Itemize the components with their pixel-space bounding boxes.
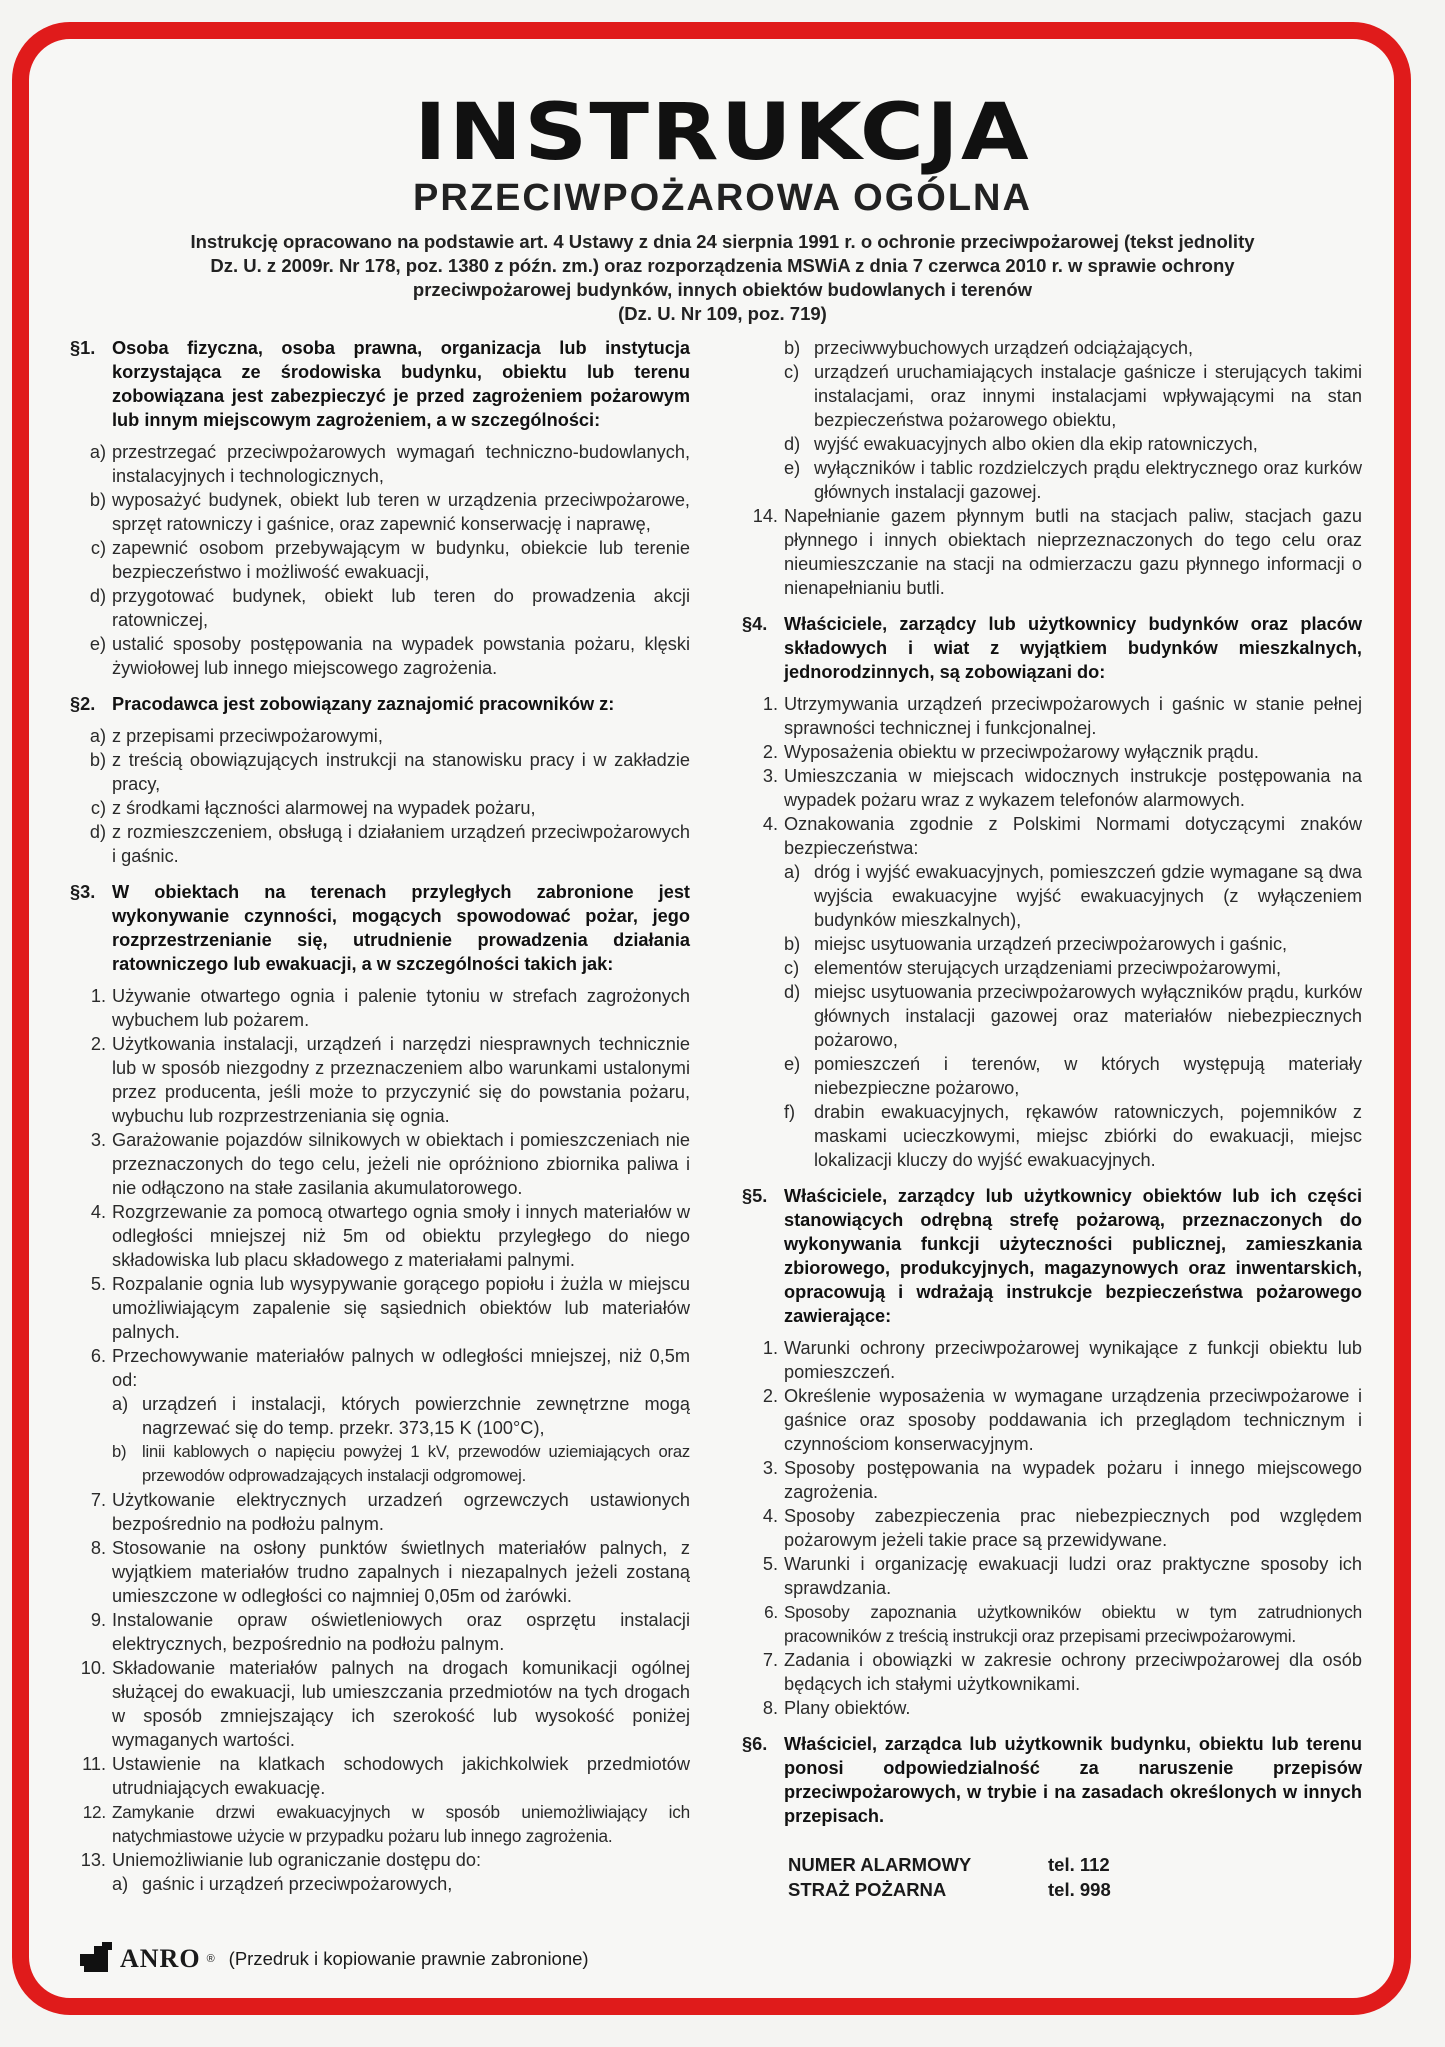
intro-line: przeciwpożarowej budynków, innych obiektów budowlanych i terenów [412, 279, 1033, 300]
list-item: 14. Napełnianie gazem płynnym butli na stacjach paliw, stacjach gazu płynnego i innych obiektach nieprzeznaczonych do tego celu oraz nieumieszczanie na stacji na odmierzaczu gazu płynnego informacji o nienapełnianiu butli. [752, 506, 1362, 598]
sub-list-item: c) urządzeń uruchamiających instalacje gaśnicze i sterujących takimi instalacjami, oraz innymi instalacjami wpływającymi na stan bezpieczeństwa pożarowego obiektu, [784, 362, 1362, 430]
intro-line: Instrukcję opracowano na podstawie art. 4 Ustawy z dnia 24 sierpnia 1991 r. o ochronie przeciwpożarowej (tekst jednolity [190, 231, 1255, 252]
list-item: c) zapewnić osobom przebywającym w budynku, obiekcie lub terenie bezpieczeństwo i możliwość ewakuacji, [90, 538, 690, 582]
list-item: 1. Używanie otwartego ognia i palenie tytoniu w strefach zagrożonych wybuchem lub pożarem. [90, 986, 690, 1030]
sub-list-item: a) dróg i wyjść ewakuacyjnych, pomieszczeń gdzie wymagane są dwa wyjścia ewakuacyjne wyjść ewakuacyjnych (z wyłączeniem budynków mieszkalnych), [784, 862, 1362, 930]
list-item: 2. Użytkowania instalacji, urządzeń i narzędzi niesprawnych technicznie lub w sposób niezgodny z przeznaczeniem albo warunkami ustalonymi przez producenta, jeśli może to przyczynić się do powstania pożaru, wybuchu lub rozprzestrzeniania się ognia. [90, 1034, 690, 1126]
list-item: 6. Sposoby zapoznania użytkowników obiektu w tym zatrudnionych pracowników z treścią instrukcji oraz przepisami przeciwpożarowymi. [764, 1602, 1362, 1646]
list-item: 1. Warunki ochrony przeciwpożarowej wynikające z funkcji obiektu lub pomieszczeń. [762, 1338, 1362, 1382]
list-item: 3. Umieszczania w miejscach widocznych instrukcje postępowania na wypadek pożaru wraz z wykazem telefonów alarmowych. [762, 766, 1362, 810]
sub-list-item: a) urządzeń i instalacji, których powierzchnie zewnętrzne mogą nagrzewać się do temp. przekr. 373,15 K (100°C), [112, 1394, 690, 1438]
list-item: 11. Ustawienie na klatkach schodowych jakichkolwiek przedmiotów utrudniających ewakuację. [82, 1754, 690, 1798]
list-item: 4. Oznakowania zgodnie z Polskimi Normami dotyczącymi znaków bezpieczeństwa: [762, 814, 1362, 858]
list-item: 8. Plany obiektów. [762, 1698, 911, 1718]
list-item: 7. Zadania i obowiązki w zakresie ochrony przeciwpożarowej dla osób będących ich stałymi użytkownikami. [762, 1650, 1362, 1694]
alarm-number-tel: tel. 112 [1048, 1854, 1110, 1875]
section-1 [70, 336, 690, 432]
list-item: c) z środkami łączności alarmowej na wypadek pożaru, [90, 798, 536, 818]
intro-line: Dz. U. z 2009r. Nr 178, poz. 1380 z późn. zm.) oraz rozporządzenia MSWiA z dnia 7 czerwca 2010 r. w sprawie ochrony [210, 255, 1235, 276]
section-3 [70, 880, 690, 976]
section-4 [742, 612, 1362, 684]
sub-list-item: b) miejsc usytuowania urządzeń przeciwpożarowych i gaśnic, [784, 934, 1288, 954]
right-column [742, 336, 1362, 1902]
copyright-note: (Przedruk i kopiowanie prawnie zabronione) [228, 1948, 589, 1969]
list-item: 3. Garażowanie pojazdów silnikowych w obiektach i pomieszczeniach nie przeznaczonych do tego celu, jeżeli nie opróżniono zbiornika paliwa i nie odłączono na stałe zasilania akumulatorowego. [90, 1130, 690, 1198]
list-item: b) z treścią obowiązujących instrukcji na stanowisku pracy i w zakładzie pracy, [89, 750, 690, 794]
list-item: d) z rozmieszczeniem, obsługą i działaniem urządzeń przeciwpożarowych i gaśnic. [89, 822, 690, 866]
list-item: 5. Rozpalanie ognia lub wysypywanie gorącego popiołu i żużla w miejscu umożliwiającym zapalenie się sąsiednich obiektów lub materiałów palnych. [90, 1274, 690, 1342]
left-column [70, 336, 690, 1896]
list-item: d) przygotować budynek, obiekt lub teren do prowadzenia akcji ratowniczej, [89, 586, 690, 630]
section-number: §1. [70, 338, 96, 358]
list-item: a) przestrzegać przeciwpożarowych wymagań techniczno-budowlanych, instalacyjnych i technologicznych, [89, 442, 690, 486]
section-text: Właściciele, zarządcy lub użytkownicy obiektów lub ich części stanowiących odrębną strefę pożarową, przeznaczonych do wykonywania funkcji użyteczności publicznej, zamieszkania zbiorowego, produkcyjnych, magazynowych oraz inwentarskich, opracowują i wdrażają instrukcje bezpieczeństwa pożarowego zawierające: [784, 1186, 1362, 1326]
section-2 [70, 692, 690, 716]
registered-mark: ® [206, 1953, 215, 1965]
section-text: Osoba fizyczna, osoba prawna, organizacja lub instytucja korzystająca ze środowiska budynku, obiektu lub terenu zobowiązana jest zabezpieczyć je przed zagrożeniem pożarowym lub innym miejscowym zagrożeniem, a w szczególności: [112, 338, 690, 430]
brand-name: ANRO [120, 1944, 201, 1973]
sub-list-item: e) wyłączników i tablic rozdzielczych prądu elektrycznego oraz kurków głównych instalacji gazowej. [784, 458, 1362, 502]
sub-list-item: c) elementów sterujących urządzeniami przeciwpożarowymi, [784, 958, 1281, 978]
list-item: e) ustalić sposoby postępowania na wypadek powstania pożaru, klęski żywiołowej lub innego miejscowego zagrożenia. [89, 634, 690, 678]
sub-list-item: f) drabin ewakuacyjnych, rękawów ratowniczych, pojemników z maskami ucieczkowymi, miejsc zbiórki do ewakuacji, miejsc lokalizacji kluczy do wyjść ewakuacyjnych. [784, 1102, 1362, 1170]
list-item: 1. Utrzymywania urządzeń przeciwpożarowych i gaśnic w stanie pełnej sprawności technicznej i funkcjonalnej. [762, 694, 1362, 738]
section-text: Właściciele, zarządcy lub użytkownicy budynków oraz placów składowych i wiat z wyjątkiem budynków mieszkalnych, jednorodzinnych, są zobowiązani do: [784, 614, 1362, 682]
list-item: 3. Sposoby postępowania na wypadek pożaru i innego miejscowego zagrożenia. [762, 1458, 1362, 1502]
footer [80, 1942, 589, 1976]
list-item: a) z przepisami przeciwpożarowymi, [89, 726, 383, 746]
alarm-number-label: NUMER ALARMOWY [788, 1854, 972, 1875]
sub-list-item: b) linii kablowych o napięciu powyżej 1 kV, przewodów uziemiających oraz przewodów odprowadzających instalacji odgromowej. [112, 1442, 690, 1485]
list-item: 6. Przechowywanie materiałów palnych w odległości mniejszej, niż 0,5m od: [90, 1346, 690, 1390]
list-item: 7. Użytkowanie elektrycznych urzadzeń ogrzewczych ustawionych bezpośrednio na podłożu palnym. [90, 1490, 690, 1534]
intro-line: (Dz. U. Nr 109, poz. 719) [618, 303, 827, 324]
page-title: INSTRUKCJA [414, 88, 1031, 178]
section-text: W obiektach na terenach przyległych zabronione jest wykonywanie czynności, mogących spowodować pożar, jego rozprzestrzenianie się, utrudnienie prowadzenia działania ratowniczego lub ewakuacji, a w szczególności takich jak: [112, 882, 690, 974]
section-text: Pracodawca jest zobowiązany zaznajomić pracowników z: [112, 694, 615, 714]
section-6 [742, 1732, 1362, 1828]
list-item: 2. Wyposażenia obiektu w przeciwpożarowy wyłącznik prądu. [762, 742, 1259, 762]
list-item: b) wyposażyć budynek, obiekt lub teren w urządzenia przeciwpożarowe, sprzęt ratowniczy i gaśnice, oraz zapewnić konserwację i naprawę, [89, 490, 690, 534]
list-item: 4. Sposoby zabezpieczenia prac niebezpiecznych pod względem pożarowym jeżeli takie prace są przewidywane. [762, 1506, 1362, 1550]
list-item: 10. Składowanie materiałów palnych na drogach komunikacji ogólnej służącej do ewakuacji, lub umieszczania przedmiotów na tych drogach w sposób zmniejszający ich szerokość lub wysokość poniżej wymaganych wartości. [80, 1658, 690, 1750]
sub-list-item: b) przeciwwybuchowych urządzeń odciążających, [784, 338, 1194, 358]
list-item: 4. Rozgrzewanie za pomocą otwartego ognia smoły i innych materiałów w odległości mniejszej niż 5m od obiektu przyległego do niego składowiska lub placu składowego z materiałami palnymi. [90, 1202, 690, 1270]
list-item: 9. Instalowanie opraw oświetleniowych oraz osprzętu instalacji elektrycznych, bezpośrednio na podłożu palnym. [90, 1610, 690, 1654]
sub-list-item: d) wyjść ewakuacyjnych albo okien dla ekip ratowniczych, [784, 434, 1258, 454]
sub-list-item: d) miejsc usytuowania przeciwpożarowych wyłączników prądu, kurków głównych instalacji gazowej oraz materiałów niebezpiecznych pożarowo, [784, 982, 1362, 1050]
section-number: §5. [742, 1186, 768, 1206]
alarm-numbers [788, 1852, 1362, 1902]
fire-brigade-label: STRAŻ POŻARNA [788, 1879, 947, 1900]
list-item: 2. Określenie wyposażenia w wymagane urządzenia przeciwpożarowe i gaśnice oraz sposoby poddawania ich przeglądom technicznym i czynnościom konserwacyjnym. [762, 1386, 1362, 1454]
section-text: Właściciel, zarządca lub użytkownik budynku, obiektu lub terenu ponosi odpowiedzialność za naruszenie przepisów przeciwpożarowych, w trybie i na zasadach określonych w innych przepisach. [784, 1734, 1362, 1826]
section-number: §6. [742, 1734, 768, 1754]
section-number: §4. [742, 614, 768, 634]
anro-logo-icon [80, 1942, 114, 1976]
section-number: §2. [70, 694, 96, 714]
section-5 [742, 1184, 1362, 1328]
list-item: 13. Uniemożliwianie lub ograniczanie dostępu do: [80, 1850, 482, 1870]
page-subtitle: PRZECIWPOŻAROWA OGÓLNA [413, 177, 1032, 219]
section-number: §3. [70, 882, 96, 902]
list-item: 8. Stosowanie na osłony punktów świetlnych materiałów palnych, z wyjątkiem materiałów trudno zapalnych i niezapalnych jeżeli zostaną umieszczone w odległości co najmniej 0,05m od żarówki. [90, 1538, 690, 1606]
list-item: 12. Zamykanie drzwi ewakuacyjnych w sposób uniemożliwiający ich natychmiastowe użycie w przypadku pożaru lub innego zagrożenia. [82, 1802, 690, 1846]
sub-list-item: a) gaśnic i urządzeń przeciwpożarowych, [112, 1874, 453, 1894]
list-item: 5. Warunki i organizację ewakuacji ludzi oraz praktyczne sposoby ich sprawdzania. [762, 1554, 1362, 1598]
fire-brigade-tel: tel. 998 [1048, 1879, 1111, 1900]
legal-basis-intro [110, 230, 1335, 326]
sub-list-item: e) pomieszczeń i terenów, w których występują materiały niebezpieczne pożarowo, [784, 1054, 1362, 1098]
